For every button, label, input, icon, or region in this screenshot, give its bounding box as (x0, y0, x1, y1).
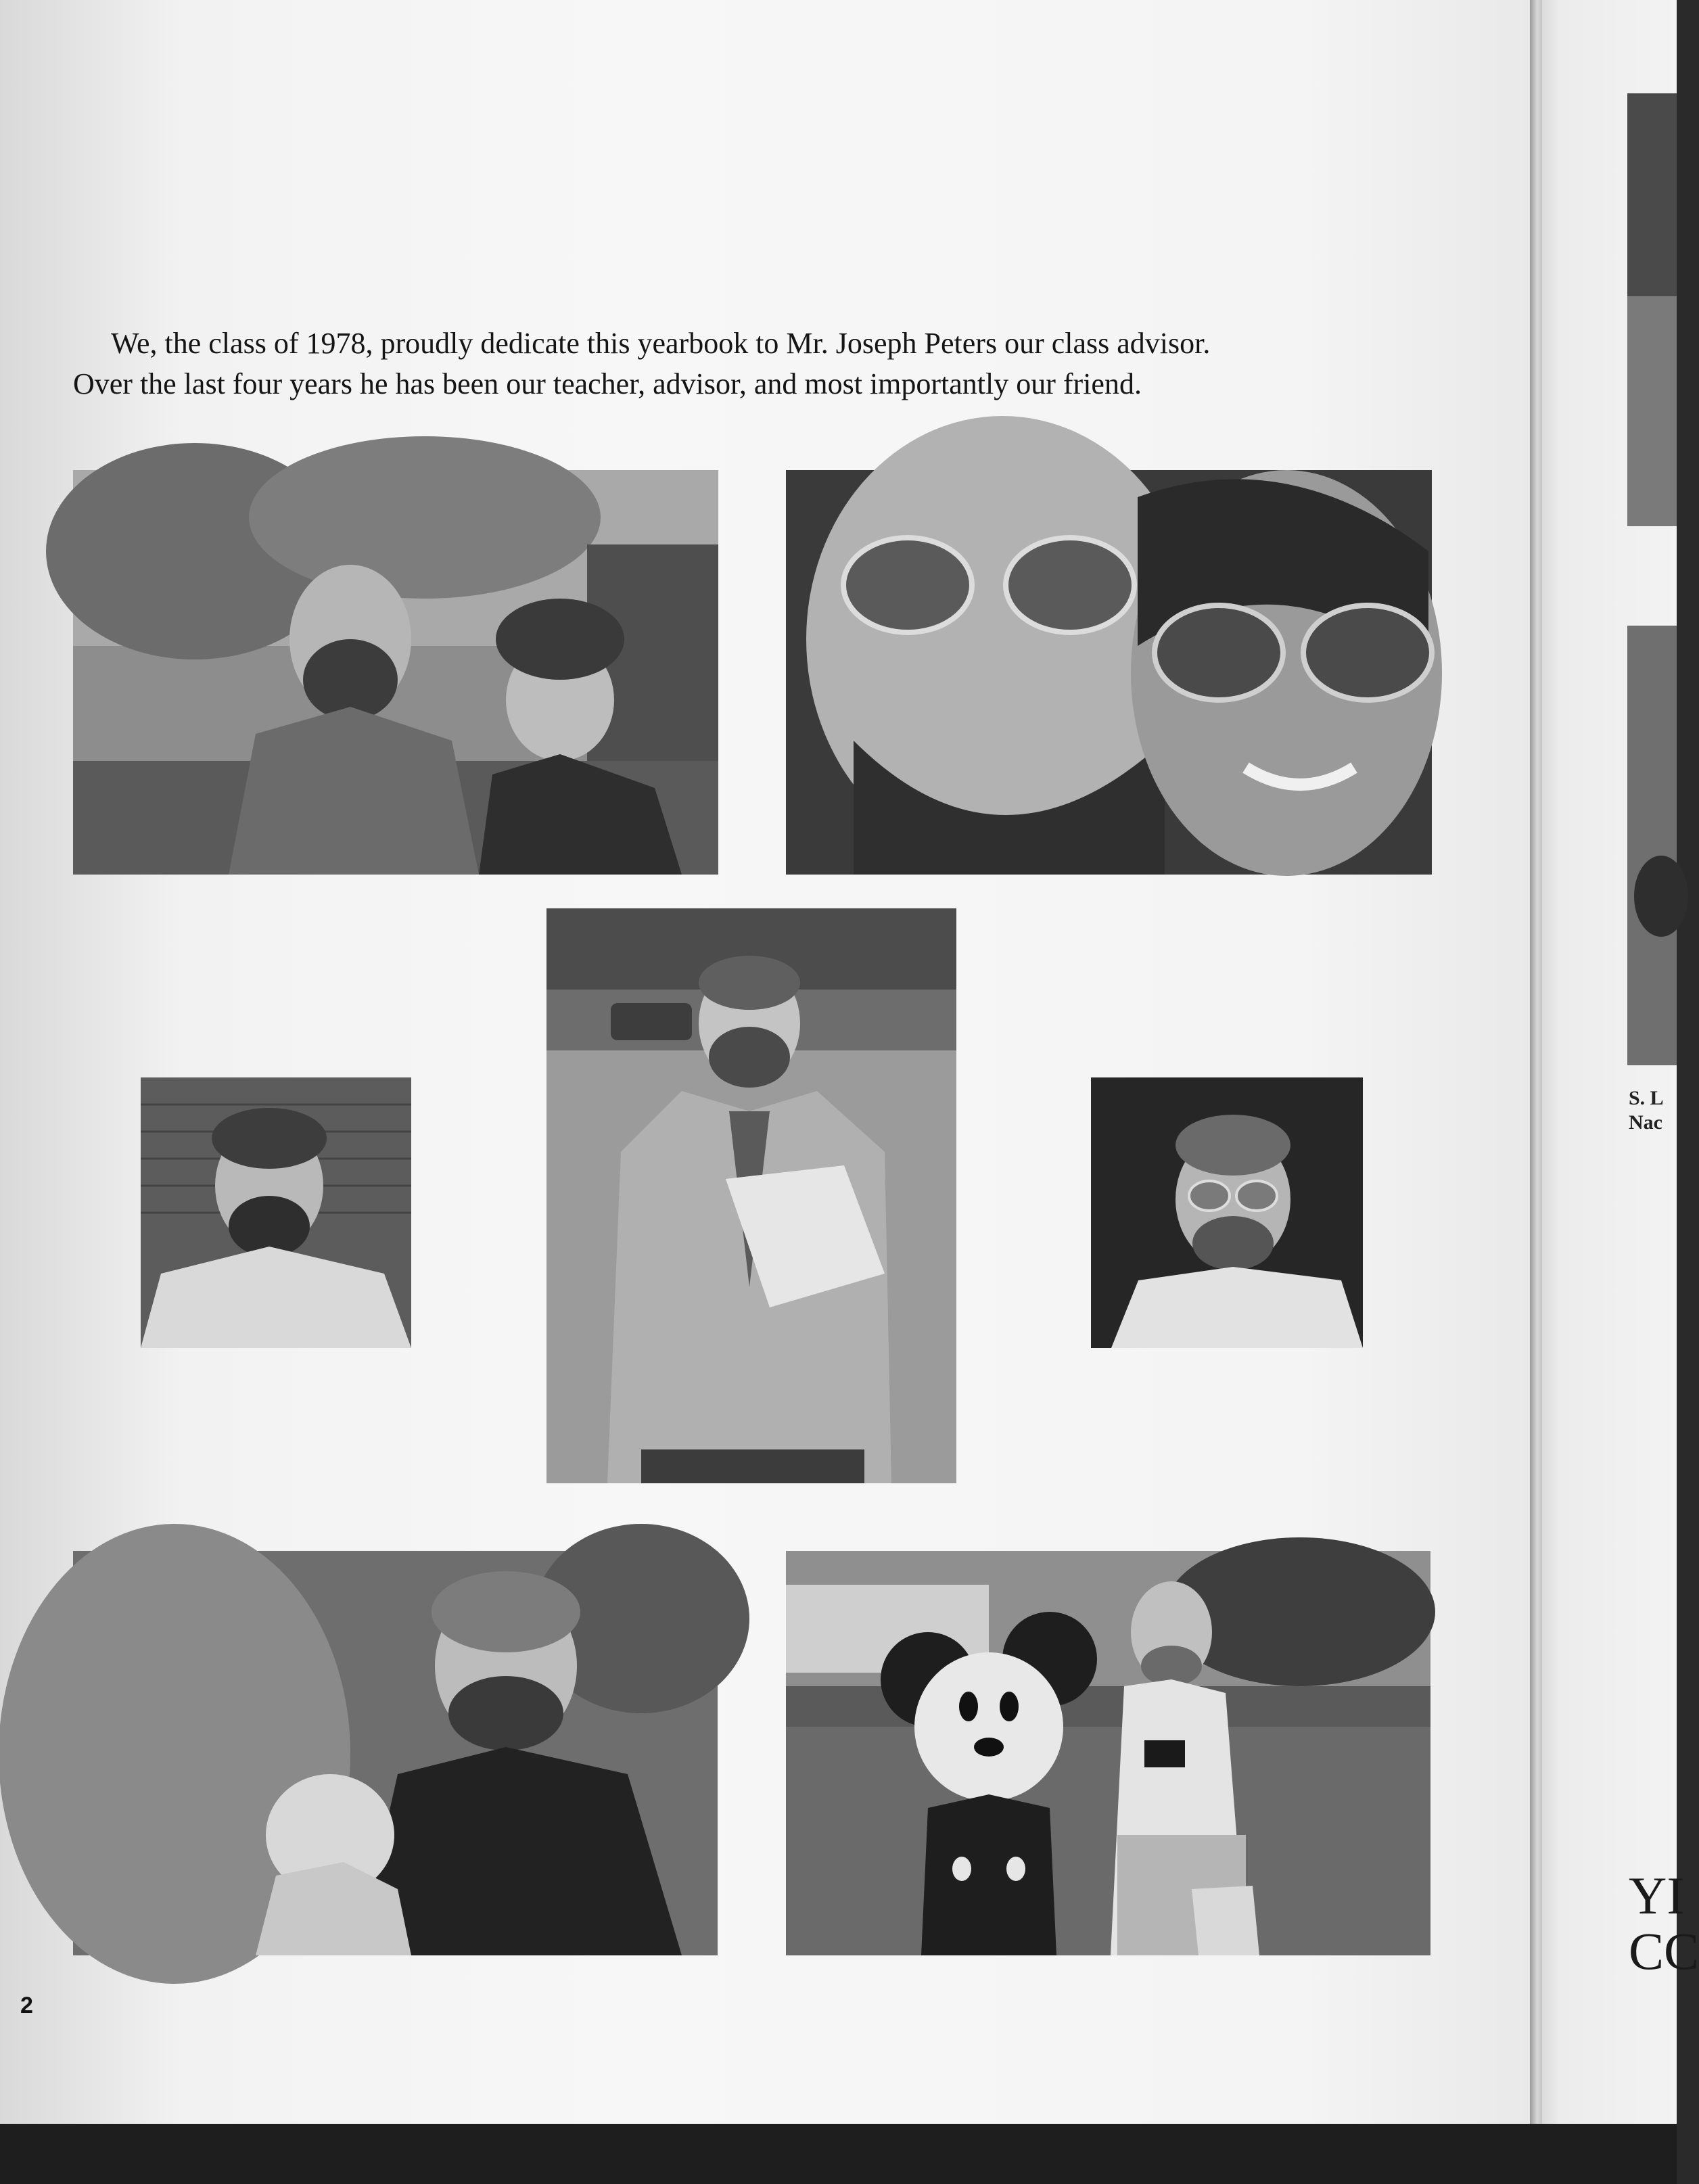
facing-caption-line-1: S. L (1629, 1087, 1664, 1109)
facing-heading-line-1: YI (1629, 1866, 1685, 1925)
book-spine (1530, 0, 1542, 2124)
dedication-text (73, 323, 1453, 404)
page-number: 2 (20, 1993, 33, 2018)
facing-photo-middle (1627, 626, 1677, 1065)
dedication-line-1: We, the class of 1978, proudly dedicate this yearbook to Mr. Joseph Peters our class advisor. (111, 327, 1211, 360)
facing-photo-caption (1629, 1086, 1664, 1135)
facing-heading-line-2: CC (1629, 1922, 1699, 1980)
scan-bottom-edge (0, 2124, 1677, 2184)
photo-advisor-in-suit (546, 908, 956, 1483)
photo-closeup-sunglasses (786, 470, 1432, 875)
photo-portrait-glasses (1091, 1077, 1363, 1348)
photo-advisor-with-mickey-mouse (786, 1551, 1430, 1955)
dedication-line-2: Over the last four years he has been our teacher, advisor, and most importantly our friend. (73, 367, 1142, 400)
facing-photo-top (1627, 93, 1677, 526)
photo-portrait-brick-wall (141, 1077, 411, 1348)
photo-advisor-with-student-outdoors (73, 470, 718, 875)
photo-advisor-with-baby (73, 1551, 718, 1955)
facing-page-heading (1629, 1868, 1699, 1979)
facing-caption-line-2: Nac (1629, 1111, 1662, 1134)
facing-page (1530, 0, 1677, 2124)
